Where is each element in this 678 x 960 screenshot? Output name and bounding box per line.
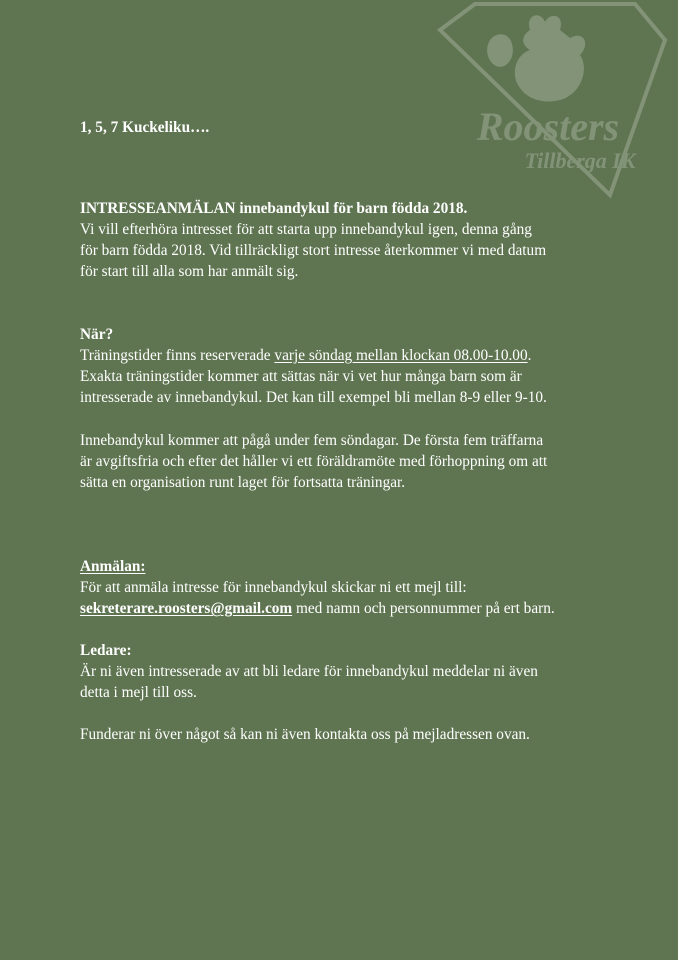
roosters-logo	[420, 0, 670, 200]
rooster-icon	[515, 15, 585, 101]
when-p2-line: Innebandykul kommer att pågå under fem söndagar. De första fem träffarna	[80, 432, 544, 449]
interest-line: för barn födda 2018. Vid tillräckligt stort intresse återkommer vi med datum	[80, 242, 547, 259]
logo-name: Roosters	[476, 104, 620, 149]
when-line: Exakta träningstider kommer att sättas när vi vet hur många barn som är	[80, 368, 522, 385]
closing-line: Funderar ni över något så kan ni även kontakta oss på mejladressen ovan.	[80, 726, 530, 743]
rooster-tail-icon	[487, 34, 513, 67]
signup-email-line	[80, 598, 555, 619]
logo-club: Tillberga IK	[524, 148, 636, 173]
signup-suffix: med namn och personnummer på ert barn.	[292, 600, 555, 617]
email-link[interactable]: sekreterare.roosters@gmail.com	[80, 600, 293, 617]
when-line: intresserade av innebandykul. Det kan till exempel bli mellan 8-9 eller 9-10.	[80, 389, 547, 406]
leaders-line: detta i mejl till oss.	[80, 684, 197, 701]
leaders-heading: Ledare:	[80, 642, 132, 659]
interest-line: för start till alla som har anmält sig.	[80, 263, 299, 280]
signup-heading: Anmälan:	[80, 558, 146, 575]
signup-line: För att anmäla intresse för innebandykul skickar ni ett mejl till:	[80, 579, 467, 596]
leaders-line: Är ni även intresserade av att bli ledare för innebandykul meddelar ni även	[80, 663, 538, 680]
when-schedule: varje söndag mellan klockan 08.00-10.00	[274, 347, 528, 364]
when-suffix: .	[527, 347, 532, 364]
when-line-times	[80, 345, 531, 366]
when-p2-line: sätta en organisation runt laget för fortsatta träningar.	[80, 474, 406, 491]
when-p2-line: är avgiftsfria och efter det håller vi ett föräldramöte med förhoppning om att	[80, 453, 548, 470]
intro-line: 1, 5, 7 Kuckeliku….	[80, 119, 210, 136]
interest-heading: INTRESSEANMÄLAN innebandykul för barn födda 2018.	[80, 200, 468, 217]
when-heading: När?	[80, 326, 114, 343]
when-prefix: Träningstider finns reserverade	[80, 347, 275, 364]
interest-line: Vi vill efterhöra intresset för att starta upp innebandykul igen, denna gång	[80, 221, 532, 238]
